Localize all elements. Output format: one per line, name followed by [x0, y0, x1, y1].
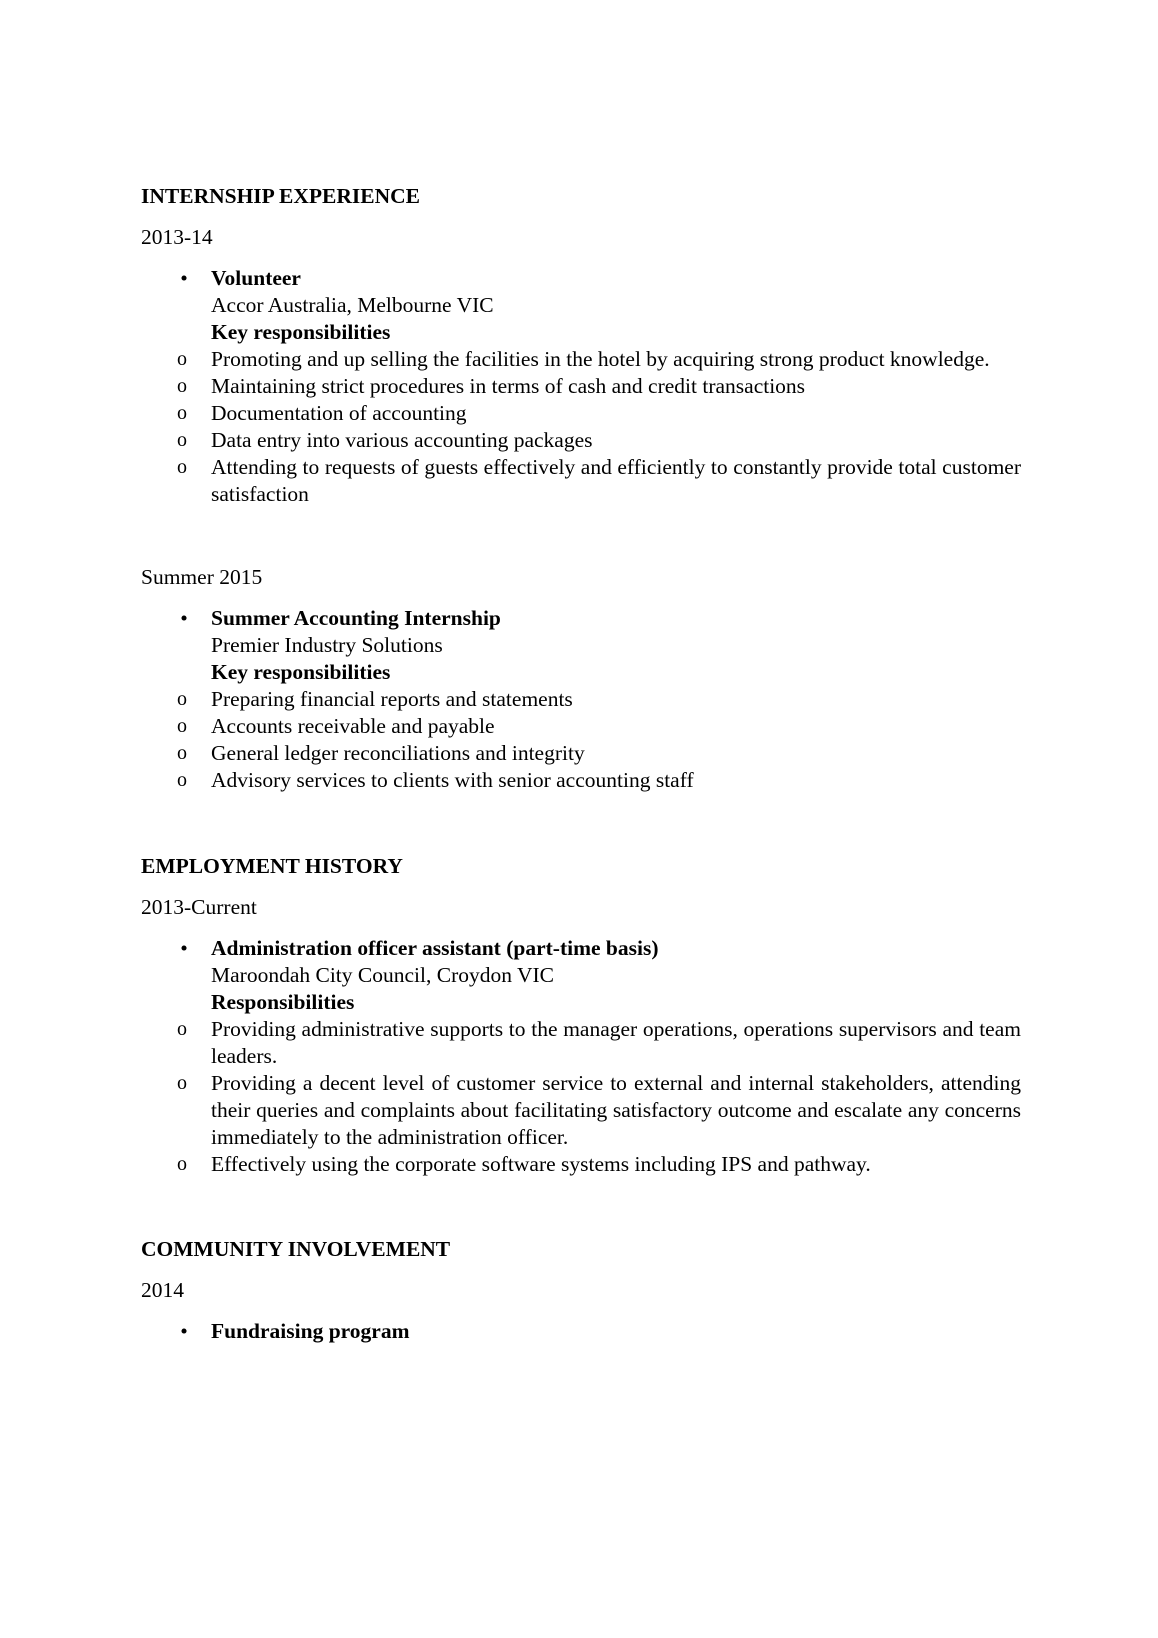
responsibilities-title: Responsibilities	[211, 990, 355, 1014]
spacer	[141, 508, 1021, 564]
sub-bullet-icon: o	[177, 456, 187, 478]
entry-date: Summer 2015	[141, 565, 263, 589]
list-item: o Data entry into various accounting packages	[177, 428, 593, 452]
section-heading-internship: INTERNSHIP EXPERIENCE	[141, 184, 420, 208]
bullet-icon: •	[180, 1319, 188, 1343]
entry-date: 2013-Current	[141, 895, 257, 919]
list-item: o Accounts receivable and payable	[177, 714, 495, 738]
sub-bullet-icon: o	[177, 769, 187, 791]
community-entry	[141, 1318, 1021, 1345]
experience-entry	[141, 265, 1021, 346]
organization: Maroondah City Council, Croydon VIC	[211, 963, 554, 987]
responsibilities-title: Key responsibilities	[211, 660, 391, 684]
resume-page	[141, 183, 1021, 1345]
sub-bullet-icon: o	[177, 402, 187, 424]
section-heading-employment: EMPLOYMENT HISTORY	[141, 854, 403, 878]
list-item: o Documentation of accounting	[177, 401, 467, 425]
sub-bullet-icon: o	[177, 688, 187, 710]
sub-bullet-icon: o	[177, 742, 187, 764]
bullet-icon: •	[180, 266, 188, 290]
sub-bullet-icon: o	[177, 715, 187, 737]
entry-date: 2014	[141, 1278, 184, 1302]
role-title: Volunteer	[211, 266, 301, 290]
sub-bullet-icon: o	[177, 1072, 187, 1094]
responsibilities-list	[141, 686, 1021, 794]
list-item: o Providing a decent level of customer service to external and internal stakeholders, attending their queries and complaints about facilitating satisfactory outcome and escalate any concerns immediately to the administration officer.	[177, 1071, 1021, 1149]
bullet-icon: •	[180, 606, 188, 630]
responsibilities-list	[141, 346, 1021, 508]
spacer	[141, 794, 1021, 853]
list-item: o Providing administrative supports to the manager operations, operations supervisors and team leaders.	[177, 1017, 1021, 1068]
responsibilities-title: Key responsibilities	[211, 320, 391, 344]
list-item: o Advisory services to clients with senior accounting staff	[177, 768, 694, 792]
experience-entry	[141, 605, 1021, 686]
role-title: Fundraising program	[211, 1319, 410, 1343]
role-title: Summer Accounting Internship	[211, 606, 501, 630]
spacer	[141, 1178, 1021, 1236]
entry-date: 2013-14	[141, 225, 213, 249]
sub-bullet-icon: o	[177, 1018, 187, 1040]
employment-entry	[141, 935, 1021, 1016]
responsibilities-list	[141, 1016, 1021, 1178]
list-item: o Attending to requests of guests effectively and efficiently to constantly provide total customer satisfaction	[177, 455, 1021, 506]
list-item: o General ledger reconciliations and integrity	[177, 741, 585, 765]
list-item: o Promoting and up selling the facilities in the hotel by acquiring strong product knowledge.	[177, 347, 990, 371]
sub-bullet-icon: o	[177, 1153, 187, 1175]
sub-bullet-icon: o	[177, 375, 187, 397]
role-title: Administration officer assistant (part-time basis)	[211, 936, 659, 960]
sub-bullet-icon: o	[177, 348, 187, 370]
list-item: o Preparing financial reports and statements	[177, 687, 573, 711]
bullet-icon: •	[180, 936, 188, 960]
list-item: o Maintaining strict procedures in terms of cash and credit transactions	[177, 374, 806, 398]
organization: Premier Industry Solutions	[211, 633, 443, 657]
sub-bullet-icon: o	[177, 429, 187, 451]
section-heading-community: COMMUNITY INVOLVEMENT	[141, 1237, 451, 1261]
list-item: o Effectively using the corporate software systems including IPS and pathway.	[177, 1152, 871, 1176]
organization: Accor Australia, Melbourne VIC	[211, 293, 494, 317]
